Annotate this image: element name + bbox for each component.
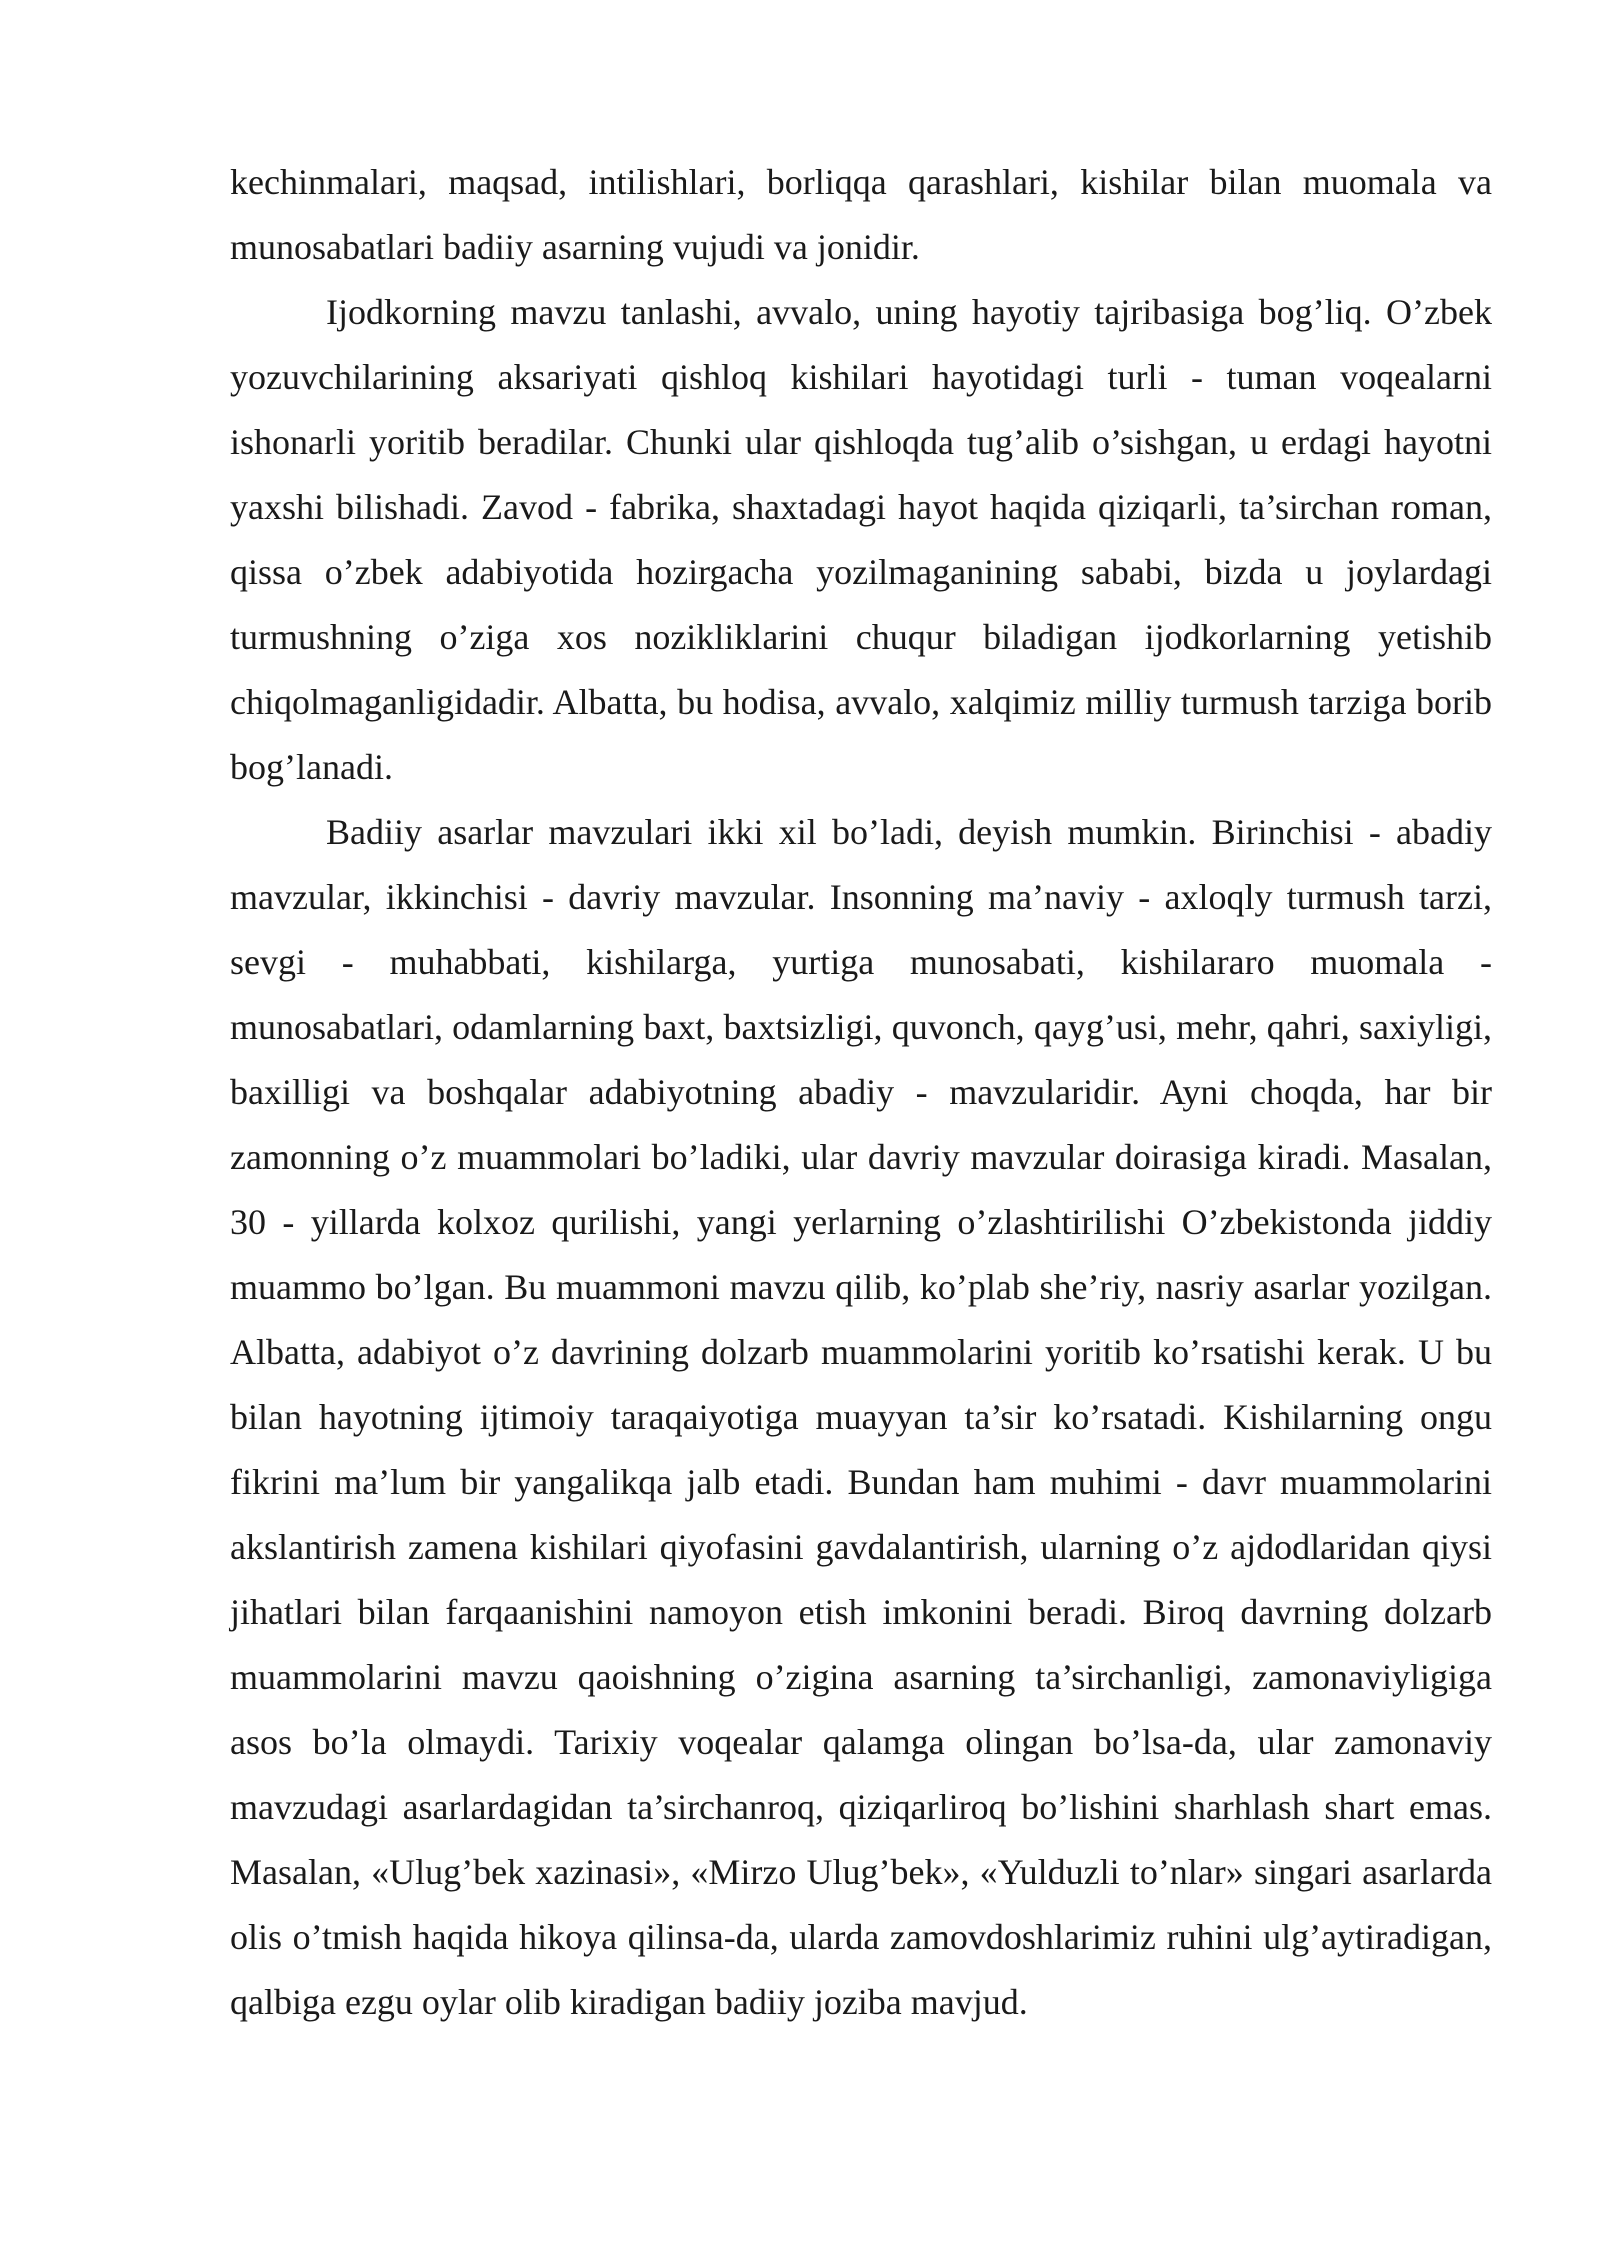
document-page [230, 150, 1492, 2035]
paragraph-2: Ijodkorning mavzu tanlashi, avvalo, uning hayotiy tajribasiga bog’liq. O’zbek yozuvchilarining aksariyati qishloq kishilari hayotidagi turli - tuman voqealarni ishonarli yoritib beradilar. Chunki ular qishloqda tug’alib o’sishgan, u erdagi hayotni yaxshi bilishadi. Zavod - fabrika, shaxtadagi hayot haqida qiziqarli, ta’sirchan roman, qissa o’zbek adabiyotida hozirgacha yozilmaganining sababi, bizda u joylardagi turmushning o’ziga xos nozikliklarini chuqur biladigan ijodkorlarning yetishib chiqolmaganligidadir. Albatta, bu hodisa, avvalo, xalqimiz milliy turmush tarziga borib bog’lanadi. [230, 292, 1492, 787]
paragraph-3: Badiiy asarlar mavzulari ikki xil bo’ladi, deyish mumkin. Birinchisi - abadiy mavzular, ikkinchisi - davriy mavzular. Insonning ma’naviy - axloqly turmush tarzi, sevgi - muhabbati, kishilarga, yurtiga munosabati, kishilararo muomala - munosabatlari, odamlarning baxt, baxtsizligi, quvonch, qayg’usi, mehr, qahri, saxiyligi, baxilligi va boshqalar adabiyotning abadiy - mavzularidir. Ayni choqda, har bir zamonning o’z muammolari bo’ladiki, ular davriy mavzular doirasiga kiradi. Masalan, 30 - yillarda kolxoz qurilishi, yangi yerlarning o’zlashtirilishi O’zbekistonda jiddiy muammo bo’lgan. Bu muammoni mavzu qilib, ko’plab she’riy, nasriy asarlar yozilgan. Albatta, adabiyot o’z davrining dolzarb muammolarini yoritib ko’rsatishi kerak. U bu bilan hayotning ijtimoiy taraqaiyotiga muayyan ta’sir ko’rsatadi. Kishilarning ongu fikrini ma’lum bir yangalikqa jalb etadi. Bundan ham muhimi - davr muammolarini akslantirish zamena kishilari qiyofasini gavdalantirish, ularning o’z ajdodlaridan qiysi jihatlari bilan farqaanishini namoyon etish imkonini beradi. Biroq davrning dolzarb muammolarini mavzu qaoishning o’zigina asarning ta’sirchanligi, zamonaviyligiga asos bo’la olmaydi. Tarixiy voqealar qalamga olingan bo’lsa-da, ular zamonaviy mavzudagi asarlardagidan ta’sirchanroq, qiziqarliroq bo’lishini sharhlash shart emas. Masalan, «Ulug’bek xazinasi», «Mirzo Ulug’bek», «Yulduzli to’nlar» singari asarlarda olis o’tmish haqida hikoya qilinsa-da, ularda zamovdoshlarimiz ruhini ulg’aytiradigan, qalbiga ezgu oylar olib kiradigan badiiy joziba mavjud. [230, 812, 1492, 2022]
paragraph-1: kechinmalari, maqsad, intilishlari, borliqqa qarashlari, kishilar bilan muomala va munosabatlari badiiy asarning vujudi va jonidir. [230, 162, 1492, 267]
